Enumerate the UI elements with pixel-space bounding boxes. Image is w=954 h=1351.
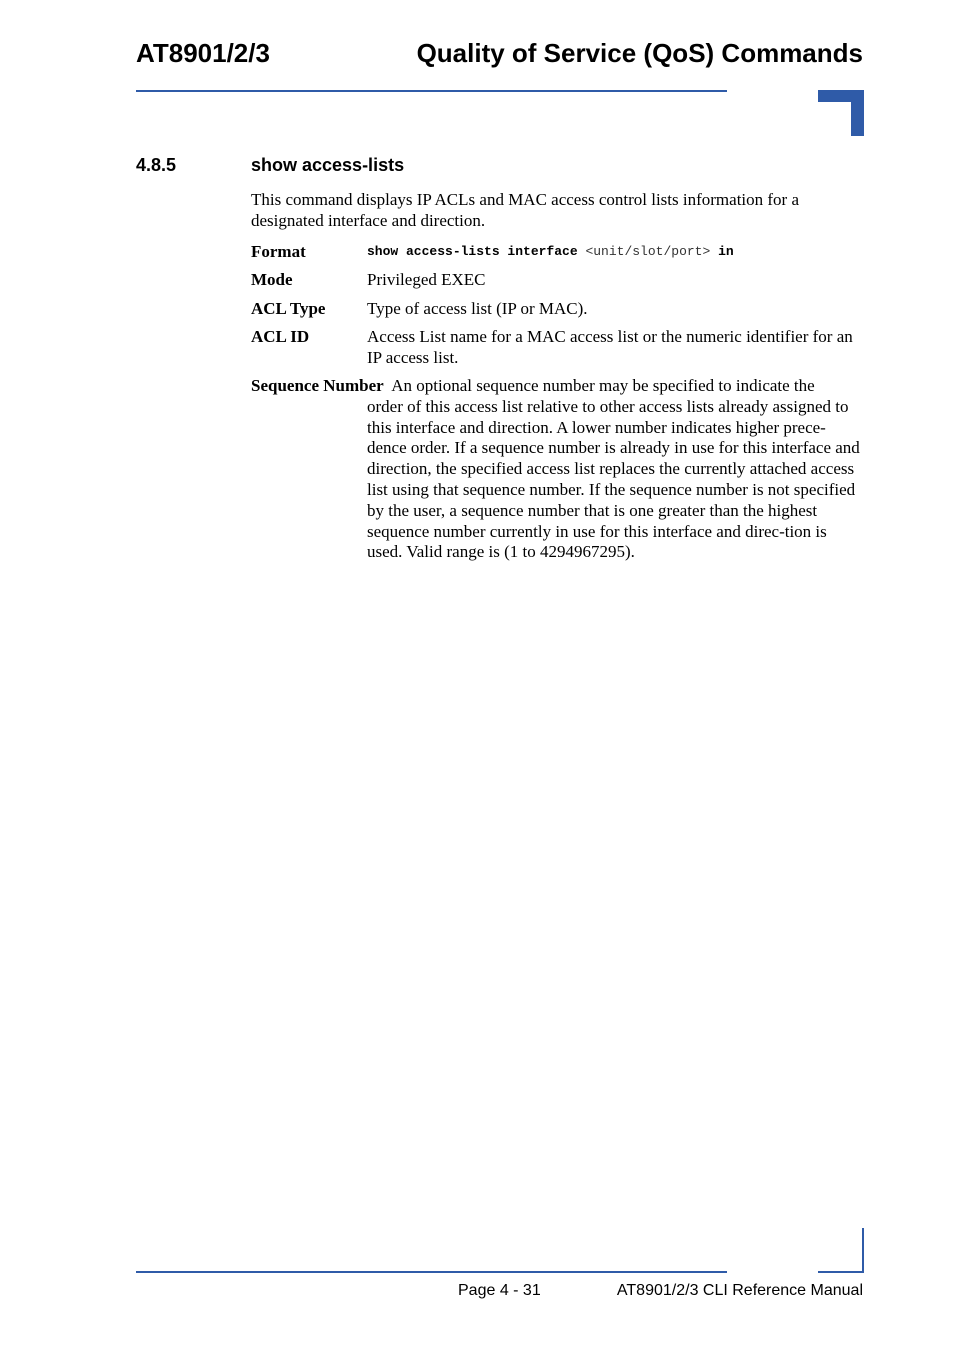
section-number: 4.8.5 <box>136 155 177 175</box>
footer-manual-title: AT8901/2/3 CLI Reference Manual <box>616 1282 863 1299</box>
header-rule <box>136 90 727 92</box>
corner-mark-bottom-horizontal <box>818 1271 864 1273</box>
corner-mark-bottom <box>862 1228 864 1273</box>
format-command-tail: in <box>718 244 734 259</box>
format-label: Format <box>251 242 306 261</box>
section-title: show access-lists <box>251 155 405 175</box>
format-command-argument: <unit/slot/port> <box>585 244 711 259</box>
footer-rule <box>136 1271 727 1273</box>
footer-page-number: Page 4 - 31 <box>458 1282 541 1299</box>
format-command <box>367 241 863 262</box>
sequence-label: Sequence Number <box>251 376 384 395</box>
acl-type-label: ACL Type <box>251 299 326 318</box>
corner-mark-top-vertical <box>851 90 864 136</box>
mode-label: Mode <box>251 270 293 289</box>
acl-id-value: Access List name for a MAC access list or the numeric identifier for an IP access list. <box>367 327 853 367</box>
sequence-first-line <box>251 376 863 397</box>
acl-type-value: Type of access list (IP or MAC). <box>367 299 588 318</box>
intro-paragraph: This command displays IP ACLs and MAC access control lists information for a designated interface and direction. <box>251 190 800 230</box>
header-chapter-title: Quality of Service (QoS) Commands <box>416 38 863 68</box>
format-command-name: show access-lists interface <box>367 244 578 259</box>
header-product: AT8901/2/3 <box>136 38 270 68</box>
sequence-number-row <box>251 376 863 563</box>
sequence-description: order of this access list relative to other access lists already assigned to this interface and direction. A lower number indicates higher prece-dence order. If a sequence number is already in use for this interface and direction, the specified access list replaces the currently attached access list using that sequence number. If the sequence number is not specified by the user, a sequence number that is one greater than the highest sequence number currently in use for this interface and direc-tion is used. Valid range is (1 to 4294967295). <box>367 396 860 562</box>
acl-id-label: ACL ID <box>251 327 310 346</box>
mode-value: Privileged EXEC <box>367 270 486 289</box>
sequence-first-text: An optional sequence number may be specified to indicate the <box>391 376 815 395</box>
